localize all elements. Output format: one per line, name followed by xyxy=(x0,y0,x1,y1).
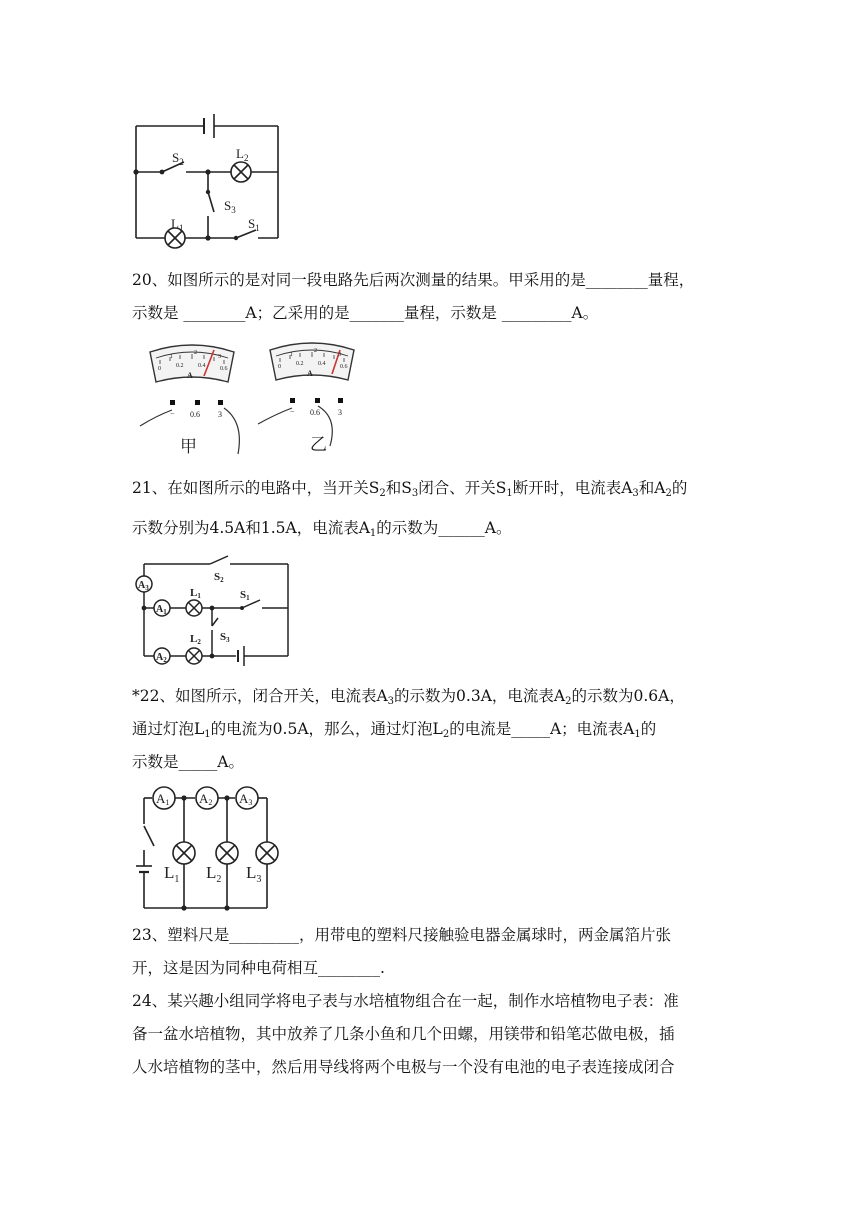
label-s1: S1 xyxy=(240,589,250,602)
terminal-neg: − xyxy=(170,409,175,418)
label-s3: S3 xyxy=(220,631,230,644)
label-a3: A3 xyxy=(239,791,253,807)
scale-top-2: 2 xyxy=(194,350,197,356)
ammeter-jia xyxy=(140,345,239,457)
label-l2: L2 xyxy=(190,633,201,646)
ammeter-yi xyxy=(258,343,354,455)
label-a3: $A_3$ xyxy=(138,580,149,592)
q23-line-2: 开，这是因为同种电荷相互________. xyxy=(132,959,385,977)
label-l2: $L_2$ xyxy=(206,863,222,885)
scale-0-2: 0.2 xyxy=(176,363,184,369)
q21-line-2: 示数分别为4.5A和1.5A，电流表$A_1$的示数为______A。 xyxy=(132,519,512,539)
label-l2: $L_2$ xyxy=(236,146,249,163)
label-a1: A1 xyxy=(156,791,170,807)
q24-line-3: 人水培植物的茎中，然后用导线将两个电极与一个没有电池的电子表连接成闭合 xyxy=(132,1058,675,1076)
label-s3: $S_3$ xyxy=(224,198,236,215)
label-a2: $A_2$ xyxy=(156,652,167,664)
label-l1: $L_1$ xyxy=(164,863,180,885)
scale-0-4: 0.4 xyxy=(198,363,206,369)
scale-top-3: 3 xyxy=(338,352,341,358)
scale-top-1: 1 xyxy=(170,354,173,360)
label-l1: $L_1$ xyxy=(171,216,184,233)
scale-0: 0 xyxy=(278,364,281,370)
unit-a: A xyxy=(307,369,313,378)
q24-line-2: 备一盆水培植物，其中放养了几条小鱼和几个田螺，用镁带和铅笔芯做电极，插 xyxy=(132,1025,675,1043)
circuit-diagram-q21 xyxy=(132,552,292,668)
label-l3: $L_3$ xyxy=(246,863,262,885)
circuit-diagram-q19 xyxy=(128,112,288,252)
q22-line-2: 通过灯泡$L_1$的电流为0.5A，那么，通过灯泡$L_2$的电流是_____A；电流表$A_1$的 xyxy=(132,720,657,740)
scale-0-6: 0.6 xyxy=(340,364,348,370)
scale-top-3: 3 xyxy=(218,354,221,360)
terminal-3: 3 xyxy=(218,410,222,419)
q22-line-3: 示数是_____A。 xyxy=(132,753,244,771)
scale-top-1: 1 xyxy=(290,352,293,358)
q20-line-2: 示数是 ________A；乙采用的是_______量程，示数是 _________A。 xyxy=(132,304,599,322)
terminal-0-6: 0.6 xyxy=(190,410,200,419)
caption-yi: 乙 xyxy=(310,435,327,455)
scale-0-6: 0.6 xyxy=(220,366,228,372)
unit-a: A xyxy=(187,371,193,380)
caption-jia: 甲 xyxy=(180,437,197,457)
scale-0-2: 0.2 xyxy=(296,361,304,367)
ammeter-figure-q20 xyxy=(132,336,372,458)
terminal-3: 3 xyxy=(338,408,342,417)
label-s2: $S_2$ xyxy=(172,150,184,167)
q23-line-1: 23、塑料尺是_________，用带电的塑料尺接触验电器金属球时，两金属箔片张 xyxy=(132,926,671,944)
q20-line-1: 20、如图所示的是对同一段电路先后两次测量的结果。甲采用的是________量程， xyxy=(132,271,695,289)
label-a1: $A_1$ xyxy=(156,604,167,616)
q21-line-1: 21、在如图所示的电路中，当开关$S_2$和$S_3$闭合、开关$S_1$断开时，电流表$A_3$和$A_2$的 xyxy=(132,479,688,499)
scale-top-2: 2 xyxy=(314,348,317,354)
label-s1: $S_1$ xyxy=(248,216,260,233)
q22-line-1: *22、如图所示，闭合开关，电流表$A_3$的示数为0.3A，电流表$A_2$的示数为0.6A， xyxy=(132,687,685,707)
terminal-0-6: 0.6 xyxy=(310,408,320,417)
q24-line-1: 24、某兴趣小组同学将电子表与水培植物组合在一起，制作水培植物电子表：准 xyxy=(132,992,679,1010)
terminal-neg: − xyxy=(290,407,295,416)
label-a2: A2 xyxy=(199,791,213,807)
circuit-diagram-q22 xyxy=(132,784,284,916)
label-s2: S2 xyxy=(214,571,224,584)
scale-0: 0 xyxy=(158,366,161,372)
label-l1: L1 xyxy=(190,587,201,600)
scale-0-4: 0.4 xyxy=(318,361,326,367)
